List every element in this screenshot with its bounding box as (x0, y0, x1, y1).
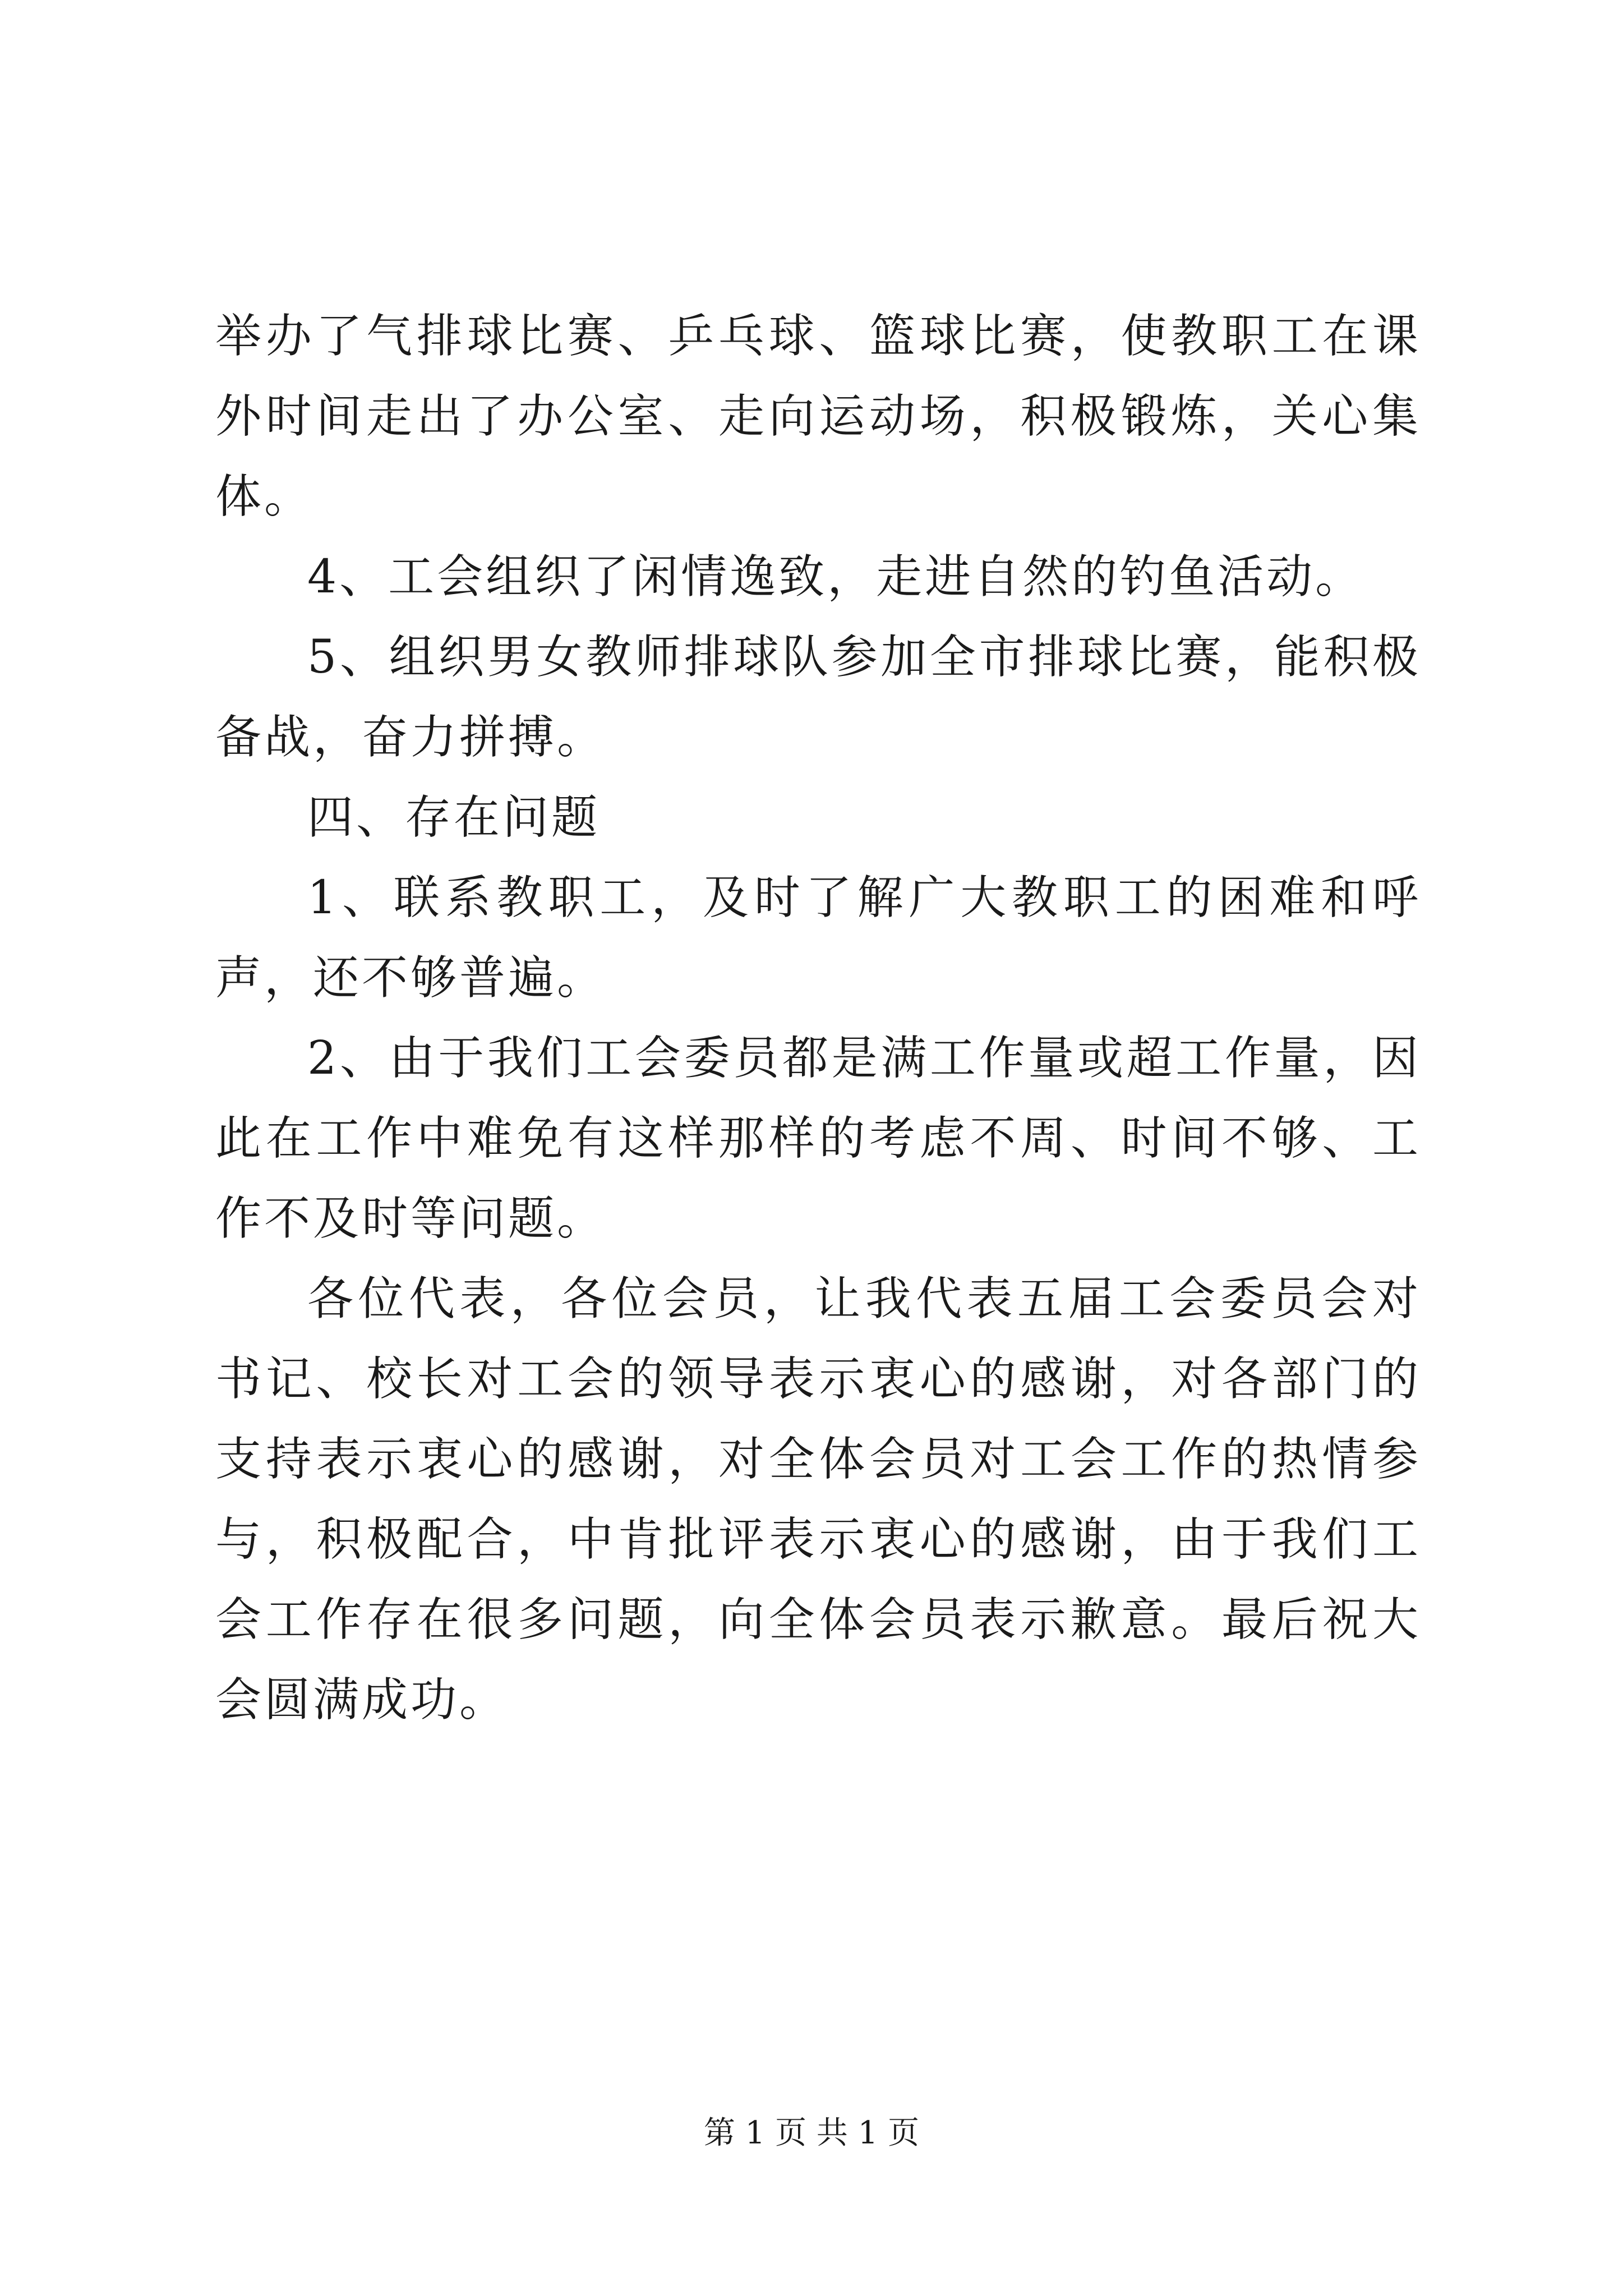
paragraph-continuation: 举办了气排球比赛、乒乓球、篮球比赛，使教职工在课外时间走出了办公室、走向运动场，积极锻炼，关心集体。 (215, 310, 1421, 523)
paragraph-issue-2: 2、由于我们工会委员都是满工作量或超工作量，因此在工作中难免有这样那样的考虑不周、时间不够、工作不及时等问题。 (215, 1032, 1421, 1245)
paragraph-item-5: 5、组织男女教师排球队参加全市排球比赛，能积极备战，奋力拼搏。 (215, 631, 1421, 764)
paragraph-closing: 各位代表，各位会员，让我代表五届工会委员会对书记、校长对工会的领导表示衷心的感谢，对各部门的支持表示衷心的感谢，对全体会员对工会工作的热情参与，积极配合，中肯批评表示衷心的感谢，由于我们工会工作存在很多问题，向全体会员表示歉意。最后祝大会圆满成功。 (215, 1272, 1421, 1727)
page-footer: 第 1 页 共 1 页 (703, 2115, 920, 2151)
section-heading-issues: 四、存在问题 (307, 791, 601, 844)
paragraph-issue-1: 1、联系教职工，及时了解广大教职工的困难和呼声，还不够普遍。 (215, 871, 1421, 1005)
paragraph-item-4: 4、工会组织了闲情逸致，走进自然的钓鱼活动。 (307, 550, 1364, 604)
document-body (215, 296, 1421, 1740)
